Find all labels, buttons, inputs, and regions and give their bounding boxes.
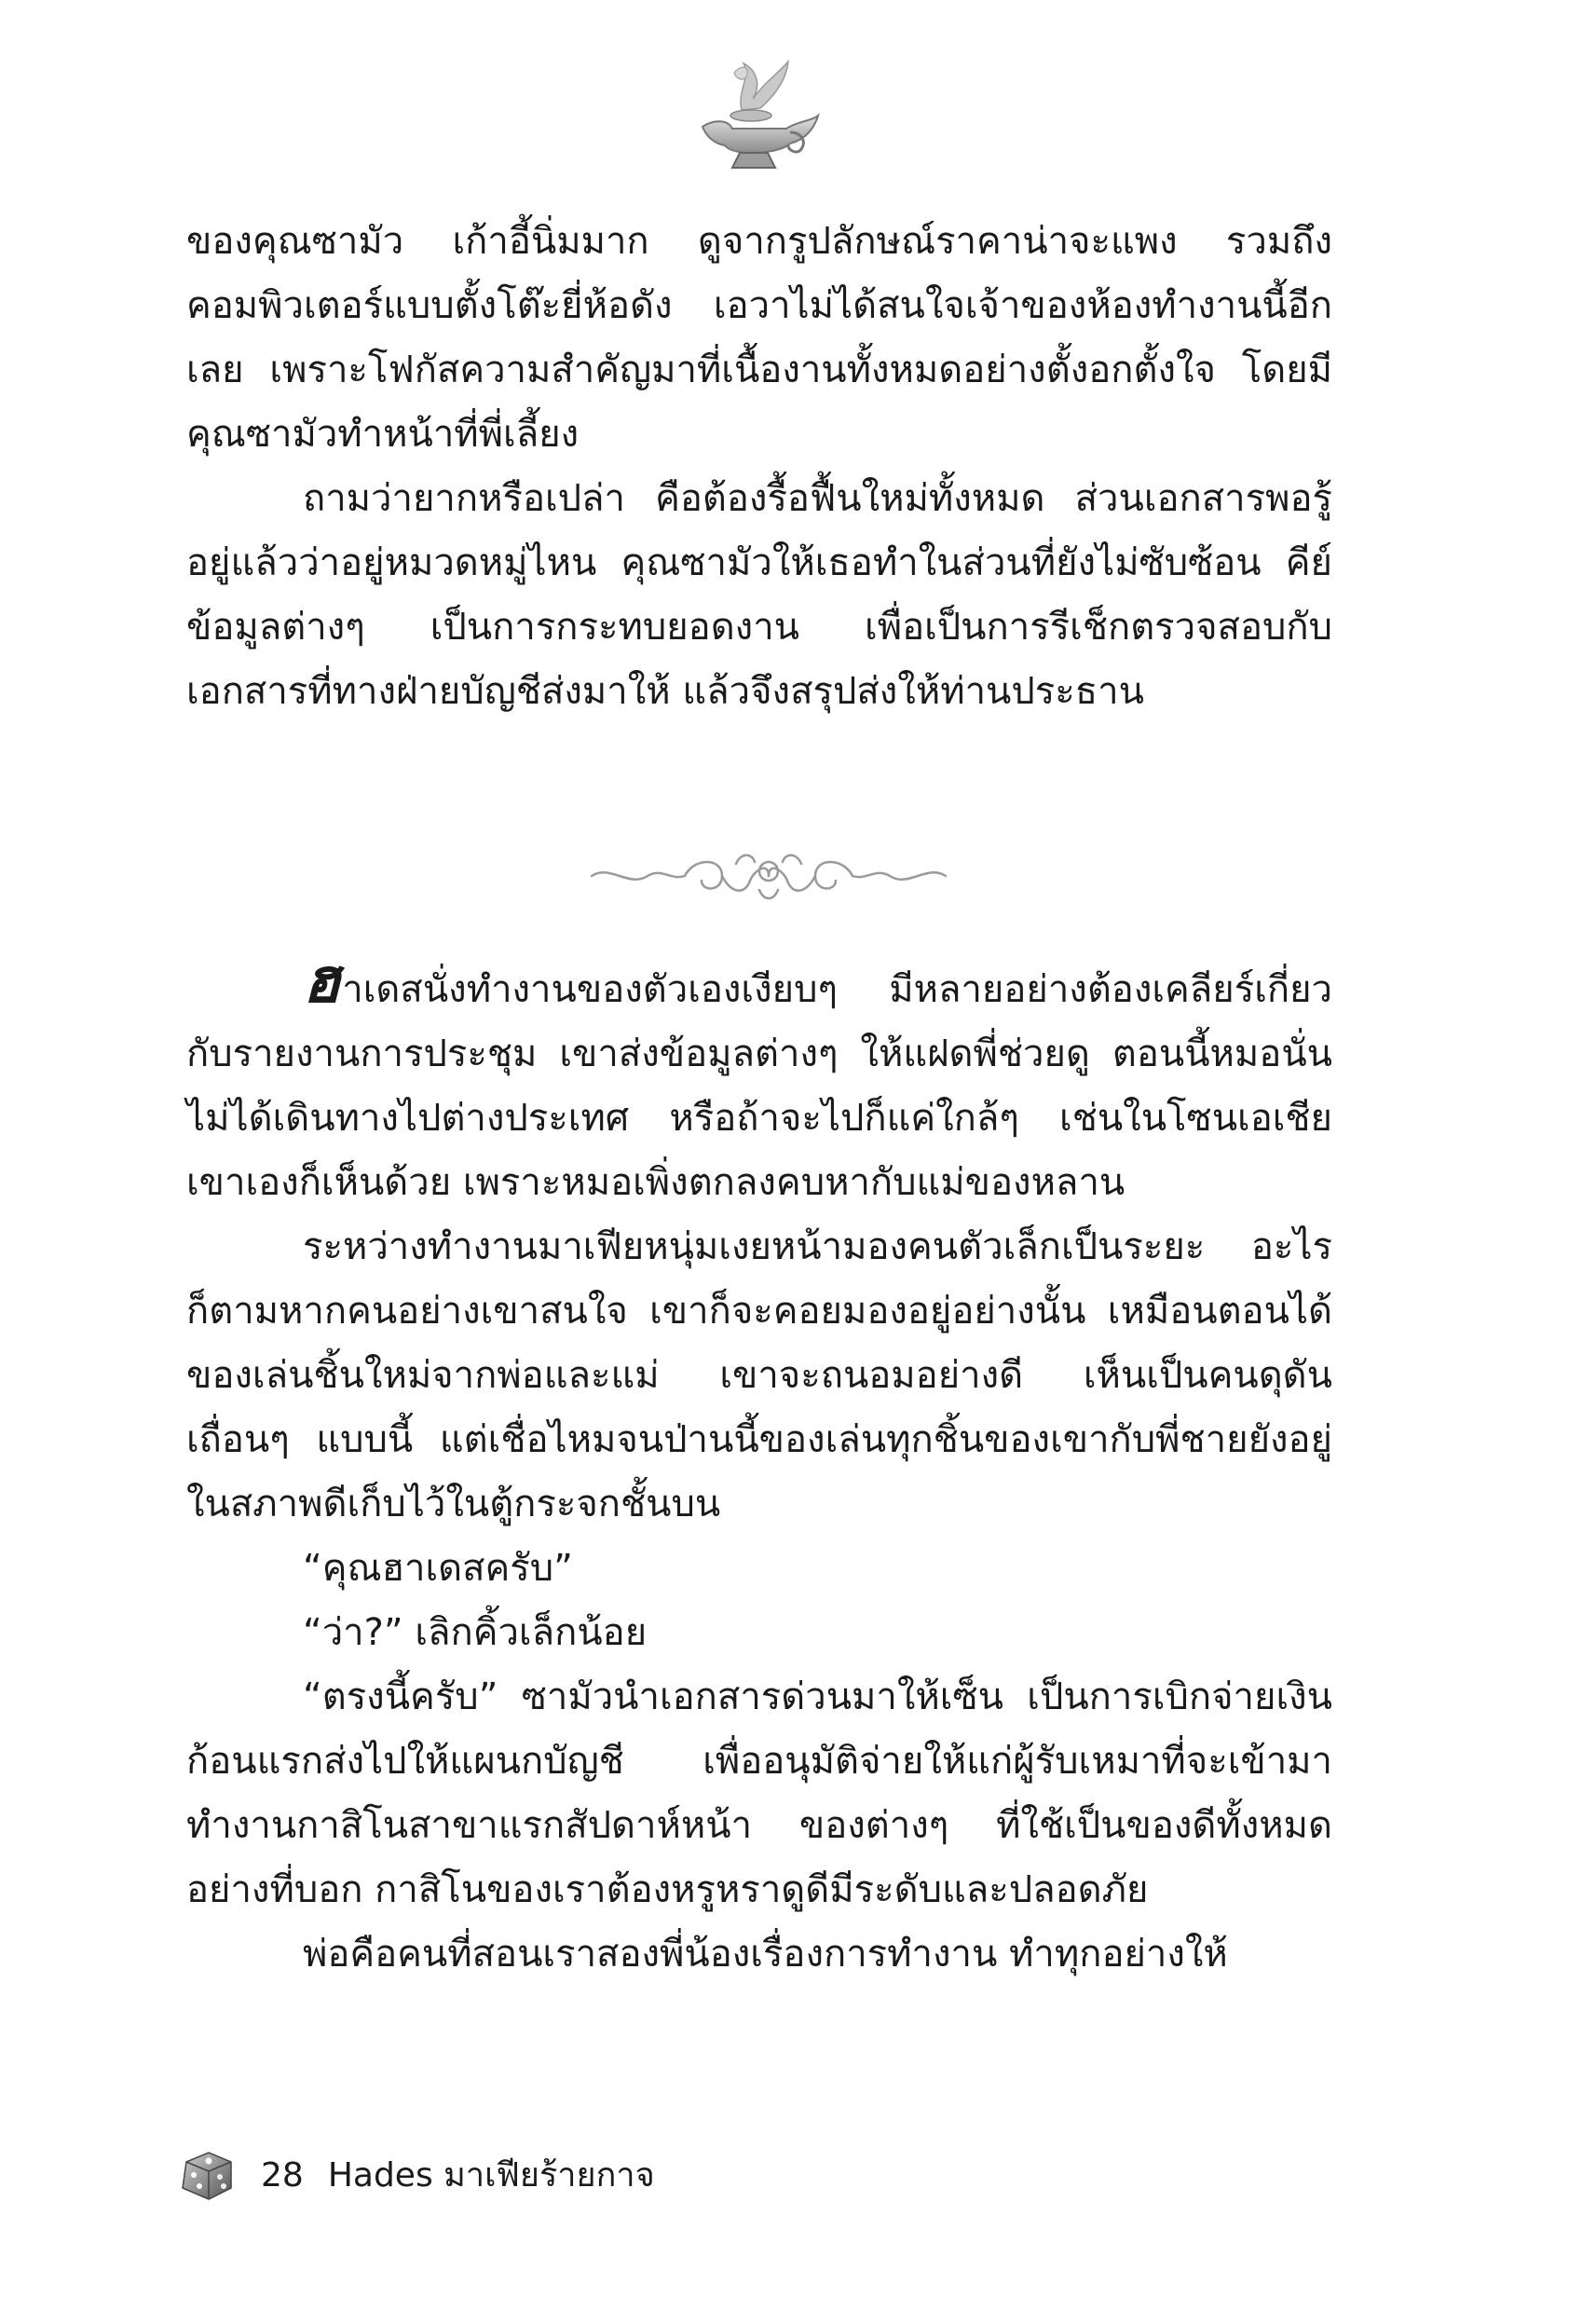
page-number: 28 bbox=[261, 2156, 304, 2195]
paragraph: ระหว่างทำงานมาเฟียหนุ่มเงยหน้ามองคนตัวเล็กเป็นระยะ อะไรก็ตามหากคนอย่างเขาสนใจ เขาก็จะคอยมองอยู่อย่างนั้น เหมือนตอนได้ของเล่นชิ้นใหม่จากพ่อและแม่ เขาจะถนอมอย่างดี เห็นเป็นคนดุดันเถื่อนๆ แบบนี้ แต่เชื่อไหมจนป่านนี้ของเล่นทุกชิ้นของเขากับพี่ชายยังอยู่ในสภาพดีเก็บไว้ในตู้กระจกชั้นบน bbox=[186, 1225, 1332, 1525]
drop-cap: ฮ bbox=[303, 944, 341, 1017]
dialogue-line: “ว่า?” เลิกคิ้วเล็กน้อย bbox=[303, 1611, 648, 1654]
paragraph: ของคุณซามัว เก้าอี้นิ่มมาก ดูจากรูปลักษณ์ราคาน่าจะแพง รวมถึงคอมพิวเตอร์แบบตั้งโต๊ะยี่ห้อดัง เอวาไม่ได้สนใจเจ้าของห้องทำงานนี้อีกเลย เพราะโฟกัสความสำคัญมาที่เนื้องานทั้งหมดอย่างตั้งอกตั้งใจ โดยมีคุณซามัวทำหน้าที่พี่เลี้ยง bbox=[186, 220, 1332, 456]
genie-lamp-icon bbox=[686, 54, 825, 175]
paragraph: “ตรงนี้ครับ” ซามัวนำเอกสารด่วนมาให้เซ็น เป็นการเบิกจ่ายเงินก้อนแรกส่งไปให้แผนกบัญชี เพื่ออนุมัติจ่ายให้แก่ผู้รับเหมาที่จะเข้ามาทำงานกาสิโนสาขาแรกสัปดาห์หน้า ของต่างๆ ที่ใช้เป็นของดีทั้งหมดอย่างที่บอก กาสิโนของเราต้องหรูหราดูดีมีระดับและปลอดภัย bbox=[186, 1675, 1332, 1911]
text-block-bottom bbox=[186, 944, 1332, 1987]
dice-icon bbox=[177, 2149, 235, 2203]
dropcap-paragraph-text: าเดสนั่งทำงานของตัวเองเงียบๆ มีหลายอย่างต้องเคลียร์เกี่ยวกับรายงานการประชุม เขาส่งข้อมูลต่างๆ ให้แฝดพี่ช่วยดู ตอนนี้หมอนั่นไม่ได้เดินทางไปต่างประเทศ หรือถ้าจะไปก็แค่ใกล้ๆ เช่นในโซนเอเชีย เขาเองก็เห็นด้วย เพราะหมอเพิ่งตกลงคบหากับแม่ของหลาน bbox=[186, 968, 1332, 1204]
page-footer bbox=[177, 2148, 655, 2204]
text-block-top bbox=[186, 210, 1332, 724]
paragraph: พ่อคือคนที่สอนเราสองพี่น้องเรื่องการทำงาน ทำทุกอย่างให้ bbox=[303, 1933, 1228, 1976]
dialogue-line: “คุณฮาเดสครับ” bbox=[303, 1547, 573, 1590]
book-title: Hades มาเฟียร้ายกาจ bbox=[327, 2156, 655, 2195]
paragraph: ถามว่ายากหรือเปล่า คือต้องรื้อฟื้นใหม่ทั้งหมด ส่วนเอกสารพอรู้อยู่แล้วว่าอยู่หมวดหมู่ไหน คุณซามัวให้เธอทำในส่วนที่ยังไม่ซับซ้อน คีย์ข้อมูลต่างๆ เป็นการกระทบยอดงาน เพื่อเป็นการรีเช็กตรวจสอบกับเอกสารที่ทางฝ่ายบัญชีส่งมาให้ แล้วจึงสรุปส่งให้ท่านประธาน bbox=[186, 477, 1332, 713]
dropcap-paragraph bbox=[186, 944, 1332, 1215]
floral-divider-icon bbox=[582, 843, 955, 909]
